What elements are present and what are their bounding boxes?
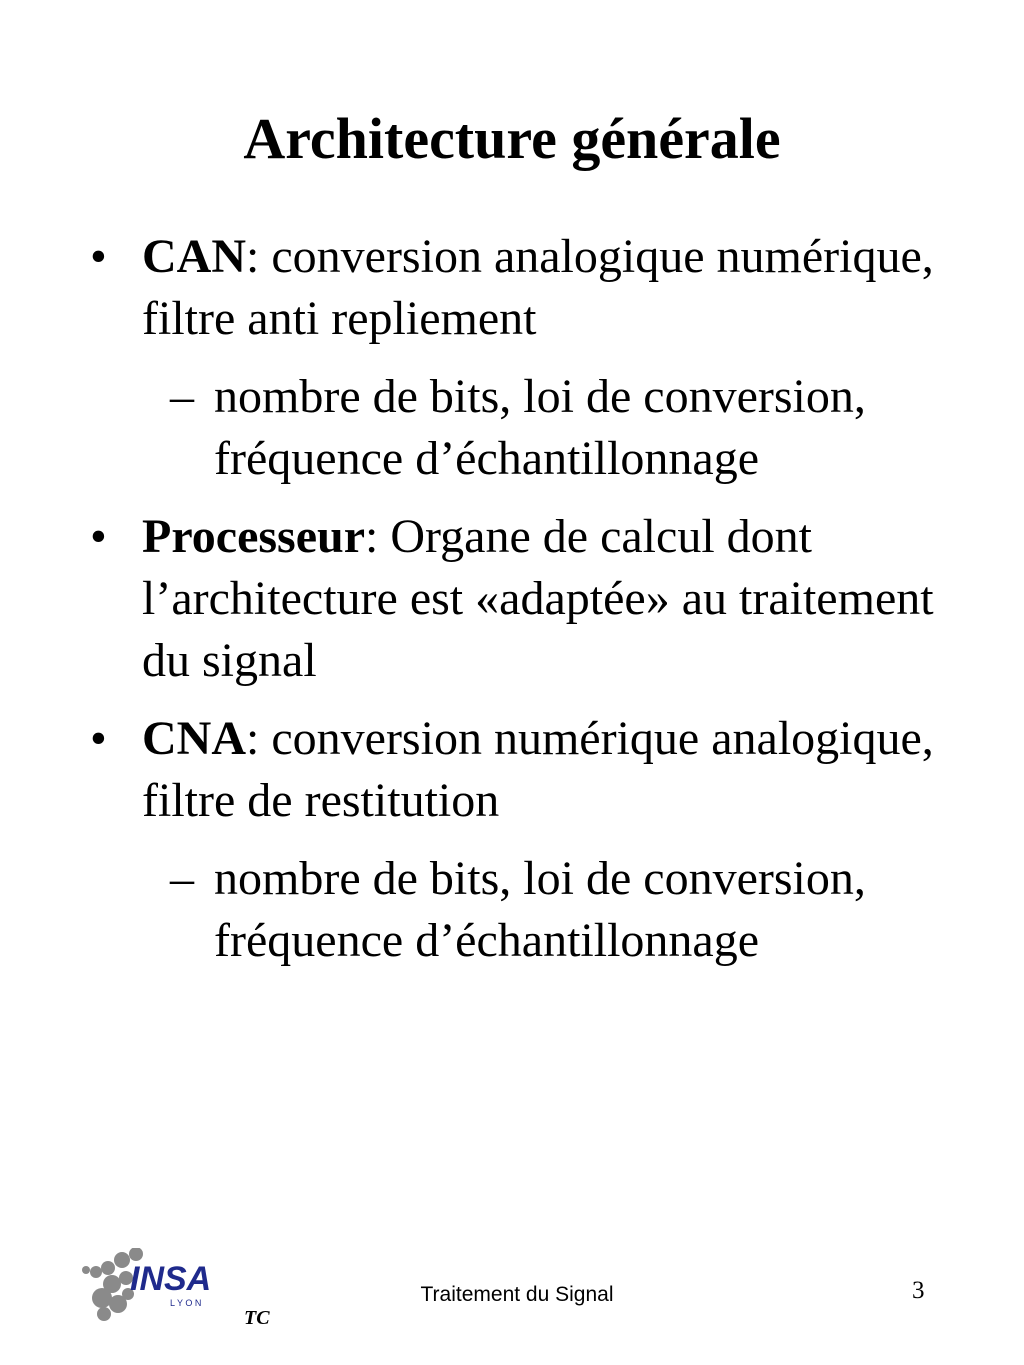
bullet-text: : conversion analogique numérique, filtre anti repliement — [142, 230, 934, 345]
bullet-term: CNA — [142, 712, 246, 765]
footer-department: TC — [244, 1307, 270, 1329]
slide-title: Architecture générale — [243, 106, 781, 171]
logo-wordmark: INSA — [130, 1260, 212, 1298]
bullet-text: : Organe de calcul dont l’architecture est «adaptée» au traitement du signal — [142, 510, 934, 687]
sub-bullet-text: nombre de bits, loi de conversion, fréquence d’échantillonnage — [214, 370, 866, 485]
bullet-term: Processeur — [142, 510, 366, 563]
sub-bullet-marker: – — [170, 852, 194, 905]
bullet-list — [0, 226, 1024, 988]
bullet-marker: • — [90, 230, 107, 283]
insa-lyon-logo-icon — [78, 1248, 238, 1328]
footer-course-title: Traitement du Signal — [420, 1283, 614, 1306]
bullet-term: CAN — [142, 230, 246, 283]
bullet-text: : conversion numérique analogique, filtre de restitution — [142, 712, 934, 827]
logo-subtext: L Y O N — [170, 1298, 202, 1308]
bullet-marker: • — [90, 712, 107, 765]
bullet-marker: • — [90, 510, 107, 563]
sub-bullet-can — [0, 366, 1024, 490]
sub-bullet-marker: – — [170, 370, 194, 423]
bullet-processeur — [0, 506, 1024, 692]
bullet-cna — [0, 708, 1024, 832]
page-number: 3 — [912, 1277, 925, 1304]
sub-bullet-cna — [0, 848, 1024, 972]
sub-bullet-text: nombre de bits, loi de conversion, fréquence d’échantillonnage — [214, 852, 866, 967]
bullet-can — [0, 226, 1024, 350]
